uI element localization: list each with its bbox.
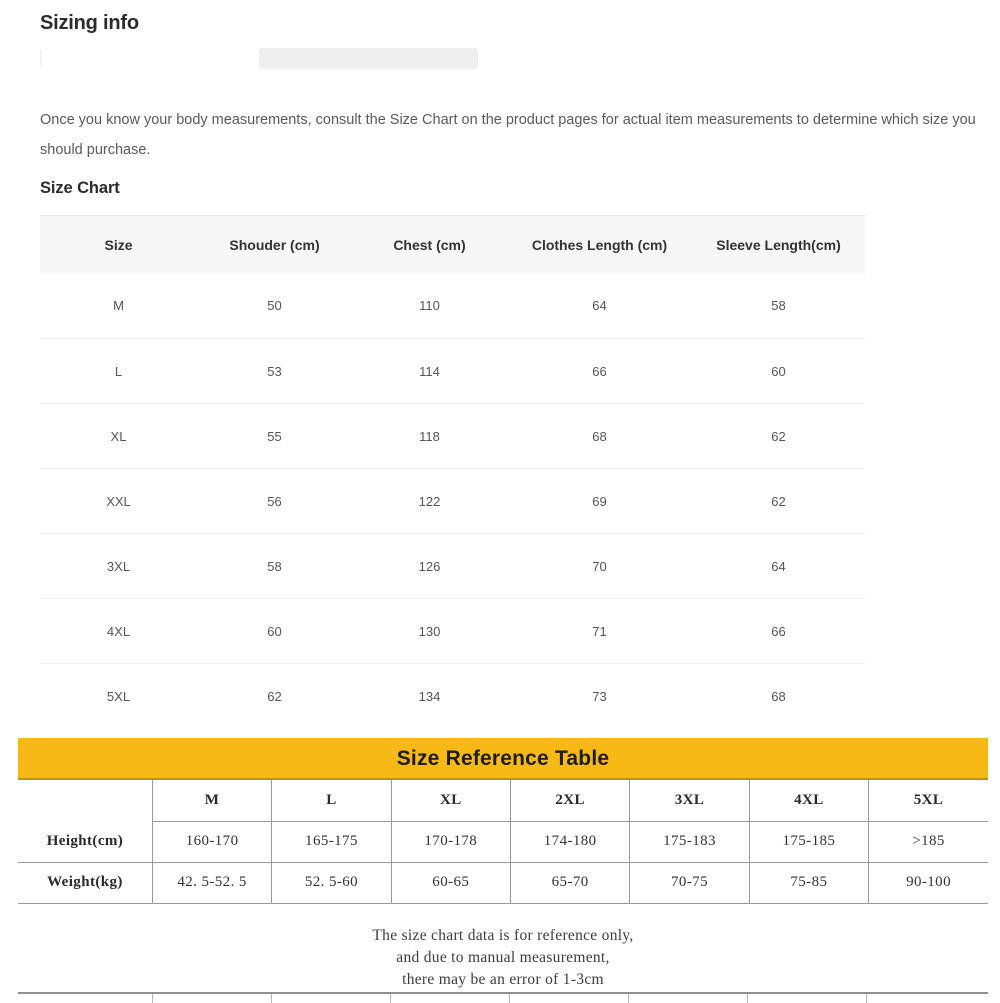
cell-shoulder: 62 xyxy=(267,688,282,704)
cell-length: 68 xyxy=(507,404,692,469)
size-chart-header-row xyxy=(40,216,865,274)
cell-chest: 114 xyxy=(352,339,507,404)
cell-size: XL xyxy=(40,404,197,469)
table-row xyxy=(40,469,865,534)
cell-size: 5XL xyxy=(106,688,131,704)
ghost-tick xyxy=(40,50,42,67)
cell-size: 3XL xyxy=(40,534,197,599)
cell-size: XXL xyxy=(40,469,197,534)
table-row-height xyxy=(18,821,988,862)
weight-3xl: 70-75 xyxy=(630,862,749,903)
weight-l: 52. 5-60 xyxy=(272,862,391,903)
height-3xl: 175-183 xyxy=(630,821,749,862)
table-row xyxy=(40,534,865,599)
col-header-shoulder: Shouder (cm) xyxy=(229,236,320,253)
cell-chest: 122 xyxy=(352,469,507,534)
cell-sleeve: 64 xyxy=(692,534,865,599)
cell-shoulder: 58 xyxy=(197,534,352,599)
ref-size-3xl: 3XL xyxy=(630,780,749,821)
ref-size-l: L xyxy=(272,780,391,821)
size-chart-heading: Size Chart xyxy=(40,179,120,197)
weight-m: 42. 5-52. 5 xyxy=(152,862,271,903)
size-reference-header-row xyxy=(18,780,988,821)
cell-chest: 126 xyxy=(352,534,507,599)
cell-length: 69 xyxy=(507,469,692,534)
size-reference-table-wrap xyxy=(18,738,988,904)
size-reference-table xyxy=(18,780,988,904)
cell-sleeve: 68 xyxy=(771,688,786,704)
cell-shoulder: 60 xyxy=(197,599,352,664)
ref-size-m: M xyxy=(152,780,271,821)
cell-shoulder: 50 xyxy=(197,274,352,339)
row-label-weight: Weight(kg) xyxy=(18,862,152,903)
ref-size-xl: XL xyxy=(391,780,510,821)
ref-size-2xl: 2XL xyxy=(510,780,629,821)
ref-size-4xl: 4XL xyxy=(749,780,868,821)
weight-xl: 60-65 xyxy=(391,862,510,903)
table-bottom-column-ticks xyxy=(18,994,988,1003)
size-chart-table xyxy=(40,215,865,729)
ghost-toolbar-strip xyxy=(40,48,980,69)
table-row xyxy=(40,404,865,469)
height-2xl: 174-180 xyxy=(510,821,629,862)
height-4xl: 175-185 xyxy=(749,821,868,862)
table-row xyxy=(40,339,865,404)
col-header-clothes-length: Clothes Length (cm) xyxy=(531,236,668,253)
table-row xyxy=(40,274,865,339)
cell-sleeve: 60 xyxy=(692,339,865,404)
cell-chest: 118 xyxy=(352,404,507,469)
ref-corner-cell xyxy=(18,780,152,821)
cell-chest: 130 xyxy=(352,599,507,664)
intro-paragraph: Once you know your body measurements, consult the Size Chart on the product pages for actual item measurements to determine which size you should purchase. xyxy=(40,111,976,158)
col-header-sleeve-length: Sleeve Length(cm) xyxy=(716,236,841,253)
cell-sleeve: 62 xyxy=(692,404,865,469)
weight-2xl: 65-70 xyxy=(510,862,629,903)
size-reference-table-title: Size Reference Table xyxy=(18,738,988,780)
size-reference-body xyxy=(18,821,988,903)
disclaimer-line-2: and due to manual measurement, xyxy=(396,949,610,966)
page-title: Sizing info xyxy=(40,12,139,34)
cell-size: 4XL xyxy=(40,599,197,664)
disclaimer-line-3: there may be an error of 1-3cm xyxy=(402,971,604,988)
disclaimer-line-1: The size chart data is for reference only, xyxy=(372,927,634,944)
cell-length: 64 xyxy=(507,274,692,339)
measurement-disclaimer xyxy=(18,925,988,991)
cell-sleeve: 58 xyxy=(692,274,865,339)
size-chart-body xyxy=(40,274,865,729)
size-chart-head xyxy=(40,216,865,274)
table-row xyxy=(40,599,865,664)
col-header-size: Size xyxy=(104,236,133,253)
cell-length: 70 xyxy=(507,534,692,599)
ghost-bar xyxy=(259,48,478,69)
ref-size-5xl: 5XL xyxy=(869,780,988,821)
cell-length: 66 xyxy=(507,339,692,404)
table-row-weight xyxy=(18,862,988,903)
height-5xl: >185 xyxy=(869,821,988,862)
cell-shoulder: 56 xyxy=(197,469,352,534)
cell-length: 71 xyxy=(507,599,692,664)
cell-sleeve: 66 xyxy=(692,599,865,664)
cell-shoulder: 55 xyxy=(197,404,352,469)
cell-chest: 134 xyxy=(418,688,441,704)
height-xl: 170-178 xyxy=(391,821,510,862)
cell-chest: 110 xyxy=(352,274,507,339)
size-reference-head xyxy=(18,780,988,821)
row-label-height: Height(cm) xyxy=(18,821,152,862)
table-row xyxy=(40,664,865,729)
weight-5xl: 90-100 xyxy=(869,862,988,903)
height-l: 165-175 xyxy=(272,821,391,862)
height-m: 160-170 xyxy=(152,821,271,862)
cell-shoulder: 53 xyxy=(197,339,352,404)
cell-size: L xyxy=(40,339,197,404)
weight-4xl: 75-85 xyxy=(749,862,868,903)
cell-size: M xyxy=(40,274,197,339)
cell-sleeve: 62 xyxy=(692,469,865,534)
cell-length: 73 xyxy=(592,688,607,704)
col-header-chest: Chest (cm) xyxy=(393,236,466,253)
